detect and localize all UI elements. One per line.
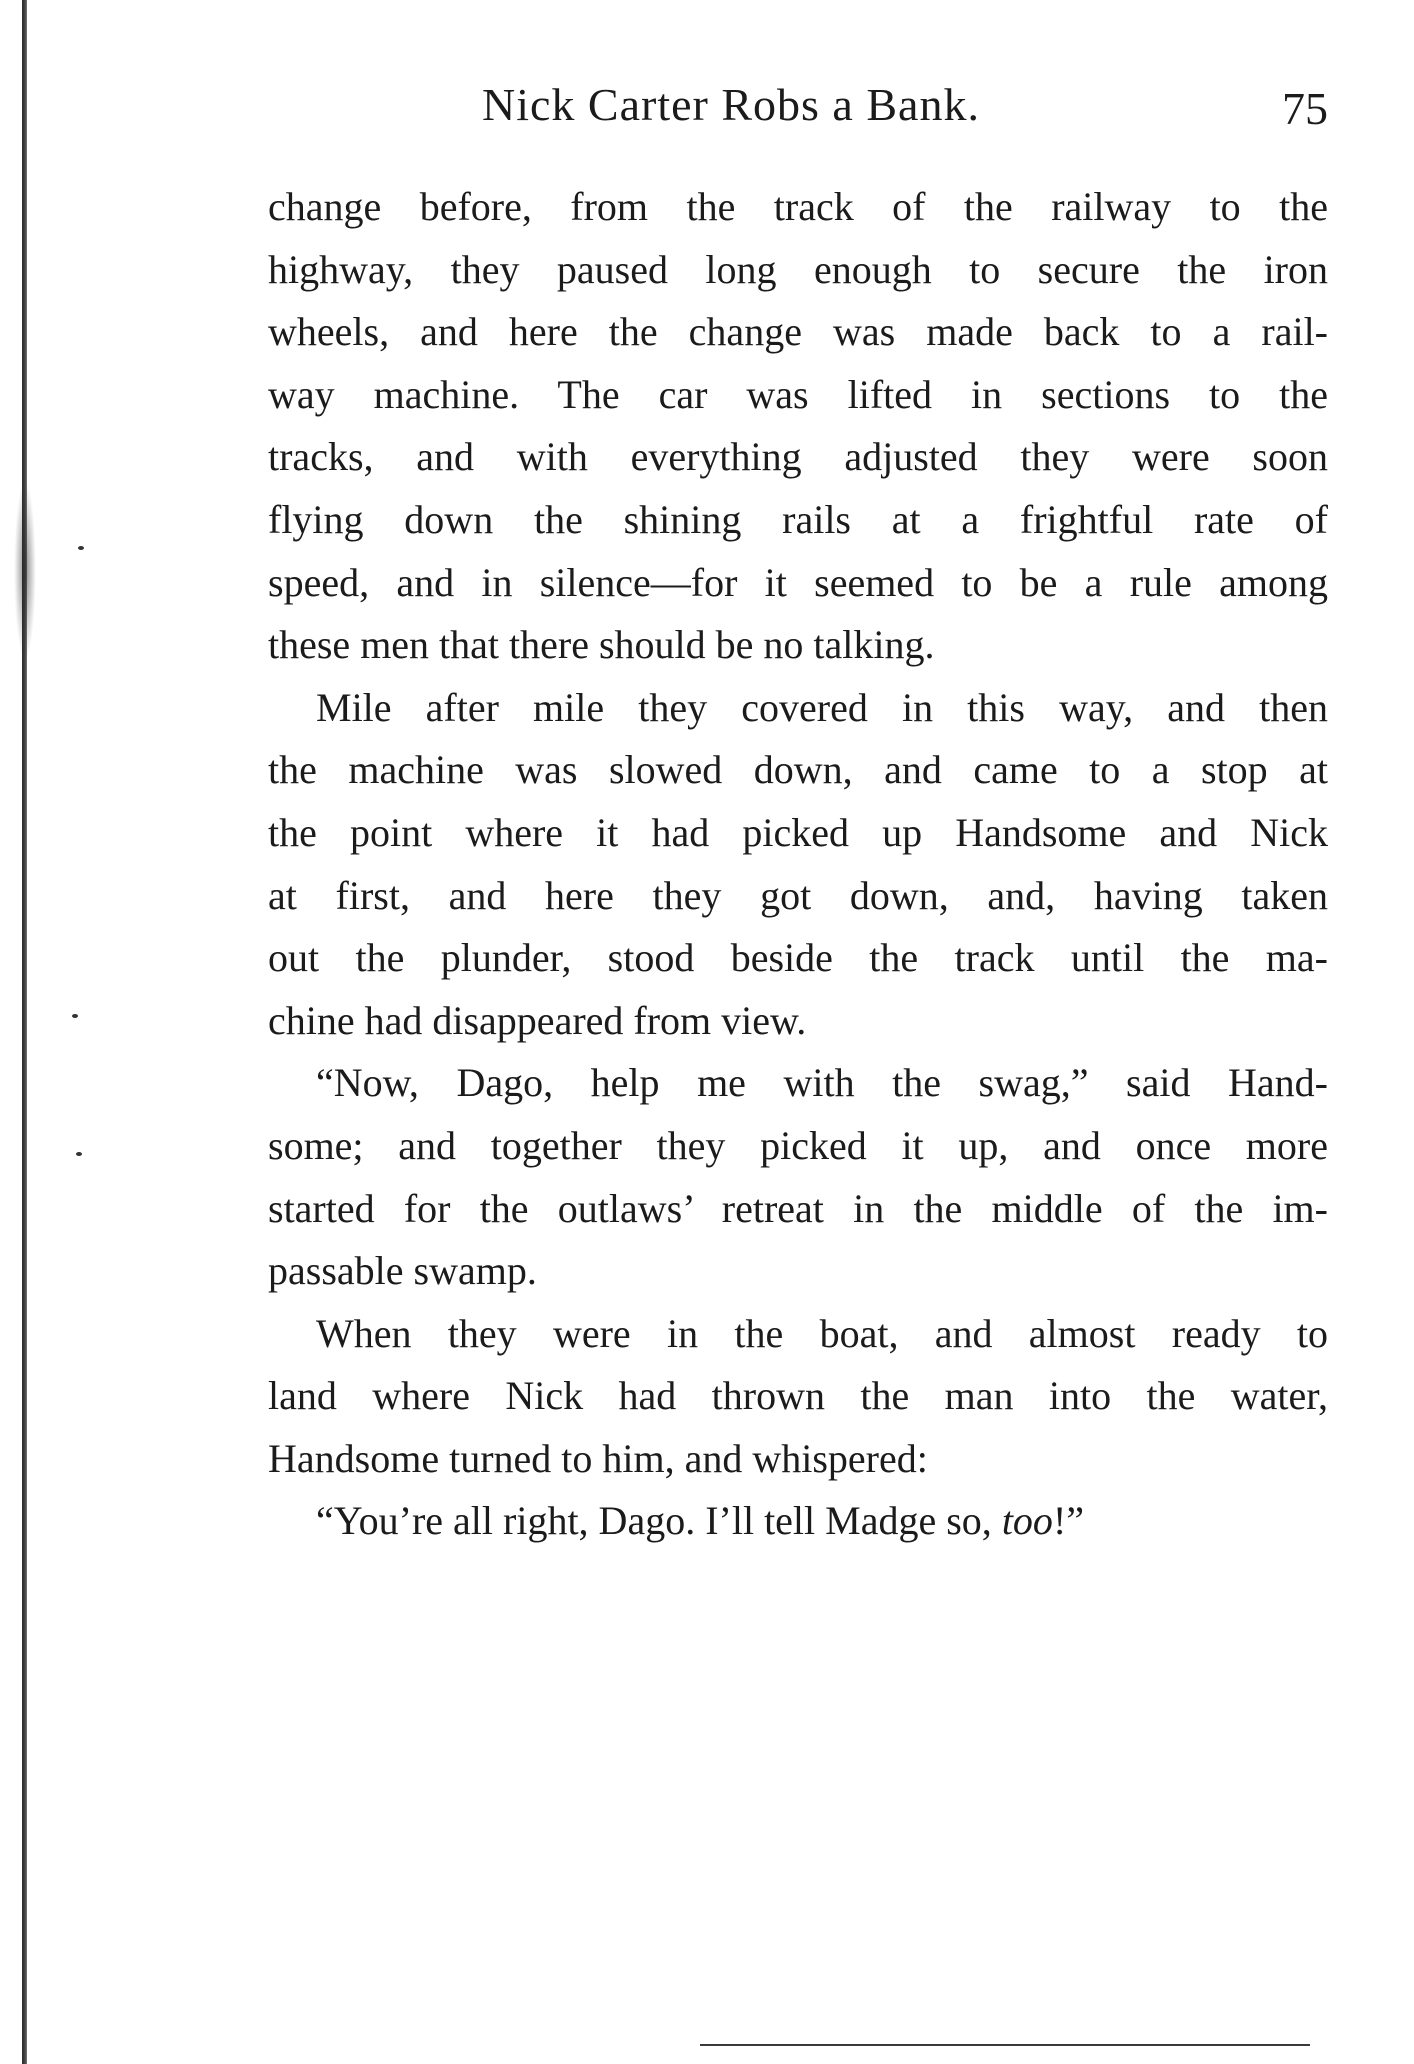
text-line: speed, and in silence—for it seemed to be a rule among: [268, 559, 1328, 605]
text-line: highway, they paused long enough to secure the iron: [268, 246, 1328, 292]
running-head: [268, 78, 1328, 148]
text-line: some; and together they picked it up, and once more: [268, 1122, 1328, 1168]
text-line: tracks, and with everything adjusted they were soon: [268, 434, 1328, 480]
text-line: When they were in the boat, and almost ready to: [316, 1310, 1328, 1356]
running-title: Nick Carter Robs a Bank.: [482, 79, 980, 130]
binding-smudge: [14, 480, 36, 660]
page-number: 75: [1282, 83, 1328, 134]
text-line: the machine was slowed down, and came to a stop at: [268, 747, 1328, 793]
text-line: Handsome turned to him, and whispered:: [268, 1435, 928, 1481]
text-line: Mile after mile they covered in this way, and then: [316, 684, 1328, 730]
text-line: passable swamp.: [268, 1248, 537, 1294]
text-line-italic: too: [1001, 1498, 1053, 1544]
ink-speck: [72, 1014, 78, 1018]
text-line: out the plunder, stood beside the track until the ma-: [268, 935, 1328, 981]
text-line: flying down the shining rails at a frightful rate of: [268, 496, 1328, 542]
text-line: started for the outlaws’ retreat in the middle of the im-: [268, 1185, 1328, 1231]
body-text: [268, 176, 1328, 1553]
text-line: at first, and here they got down, and, having taken: [268, 872, 1328, 918]
text-line-lead: “You’re all right, Dago. I’ll tell Madge so,: [316, 1498, 1002, 1544]
text-line: [268, 1490, 1328, 1553]
text-line: these men that there should be no talking.: [268, 622, 935, 668]
text-line: way machine. The car was lifted in sections to the: [268, 371, 1328, 417]
binding-edge: [22, 0, 27, 2064]
text-line: chine had disappeared from view.: [268, 997, 807, 1043]
text-line: land where Nick had thrown the man into the water,: [268, 1373, 1328, 1419]
bottom-rule: [700, 2044, 1310, 2046]
text-line: wheels, and here the change was made back to a rail-: [268, 309, 1328, 355]
text-line-close: !”: [1052, 1498, 1085, 1544]
ink-speck: [76, 1152, 82, 1156]
text-line: the point where it had picked up Handsome and Nick: [268, 809, 1328, 855]
ink-speck: [78, 546, 84, 550]
text-line: change before, from the track of the railway to the: [268, 184, 1328, 229]
text-line: “Now, Dago, help me with the swag,” said Hand-: [316, 1060, 1328, 1106]
